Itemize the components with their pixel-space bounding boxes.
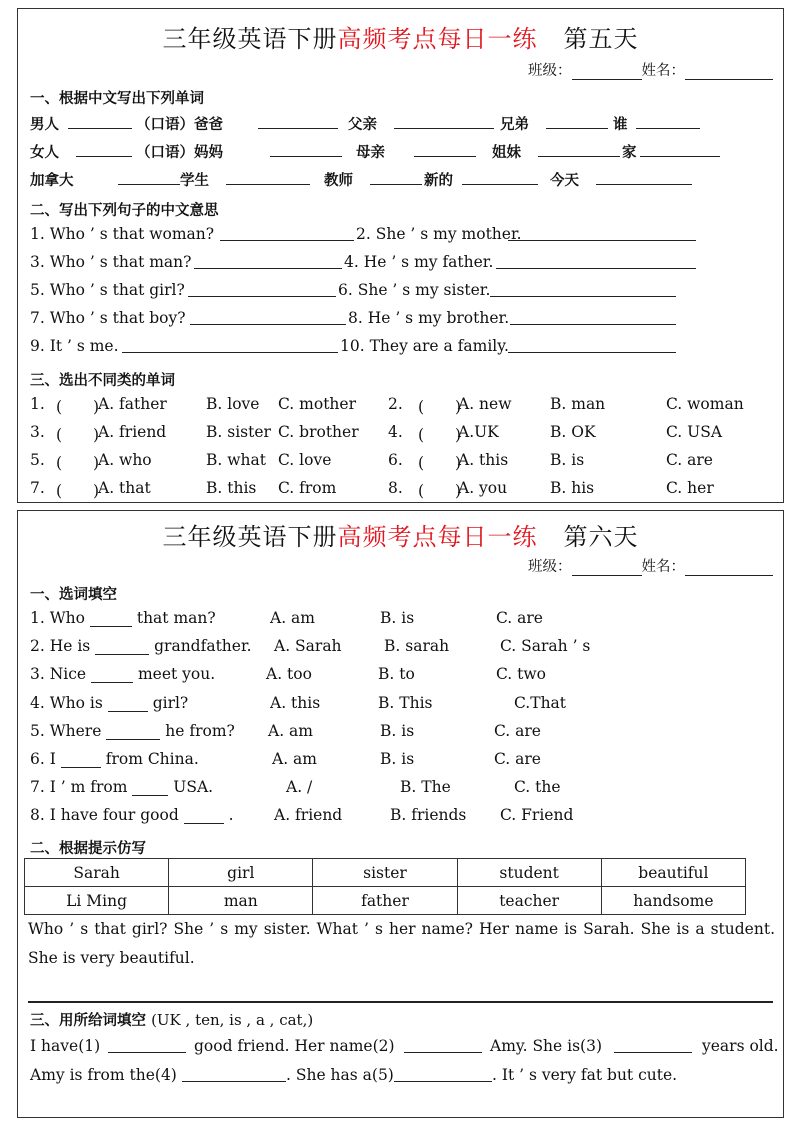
stem-end: that man?: [136, 609, 216, 627]
fill-row: [30, 1066, 777, 1092]
fill-text: good friend. Her name(2): [194, 1037, 395, 1055]
word-row: [30, 113, 777, 139]
answer-blank[interactable]: [394, 1066, 492, 1082]
answer-blank[interactable]: [118, 169, 180, 185]
option-c: C. her: [666, 479, 714, 497]
stem-start: 8. I have four good: [30, 806, 179, 825]
student-info: [528, 555, 773, 576]
title-day: 第六天: [563, 523, 639, 551]
sentence: 9. It ’ s me.: [30, 337, 119, 355]
question-number: 3.: [30, 423, 45, 441]
table-cell: teacher: [457, 887, 601, 915]
option-c[interactable]: C. are: [496, 609, 543, 627]
question-stem: [30, 750, 199, 768]
question-number: 5.: [30, 451, 45, 469]
stem-start: 6. I: [30, 750, 56, 768]
sentence: 4. He ’ s my father.: [344, 253, 494, 271]
option-c: C. love: [278, 451, 332, 469]
question-stem: [30, 722, 235, 740]
stem-end: USA.: [173, 778, 214, 797]
sentence: 7. Who ’ s that boy?: [30, 309, 186, 327]
answer-blank[interactable]: [108, 1037, 186, 1053]
answer-parentheses[interactable]: ( ): [56, 482, 100, 500]
table-row: [25, 887, 746, 915]
answer-blank[interactable]: [68, 113, 132, 129]
answer-blank[interactable]: [496, 253, 696, 269]
choice-row: [30, 665, 777, 691]
option-c: C. are: [666, 451, 713, 469]
section-title: [30, 1009, 313, 1030]
answer-blank[interactable]: [108, 696, 148, 712]
student-info: [528, 59, 773, 80]
option-a: A. this: [458, 451, 509, 469]
answer-parentheses[interactable]: ( ): [56, 454, 100, 472]
answer-blank[interactable]: [394, 113, 494, 129]
option-c[interactable]: C. are: [494, 750, 541, 768]
answer-blank[interactable]: [414, 141, 476, 157]
option-c: C. mother: [278, 395, 356, 413]
stem-end: grandfather.: [154, 637, 252, 656]
stem-start: 5. Where: [30, 721, 102, 740]
word-prompt: 加拿大: [30, 173, 74, 189]
sentence-row: [30, 281, 777, 307]
answer-blank[interactable]: [508, 225, 696, 241]
choice-row: [30, 609, 777, 635]
option-b[interactable]: B. sarah: [384, 637, 450, 656]
sentence: 10. They are a family.: [340, 337, 509, 355]
question-stem: [30, 637, 252, 655]
answer-blank[interactable]: [132, 780, 168, 796]
sentence: 2. She ’ s my mother.: [356, 225, 522, 243]
question-number: 2.: [388, 395, 403, 413]
answer-blank[interactable]: [462, 169, 538, 185]
title-highlight: 高频考点每日一练: [337, 25, 538, 53]
table-cell: girl: [169, 859, 313, 887]
option-c[interactable]: C. are: [494, 721, 541, 740]
fill-text: . It ’ s very fat but cute.: [492, 1066, 678, 1084]
answer-blank[interactable]: [188, 281, 336, 297]
option-b: B. love: [206, 395, 260, 413]
answer-blank[interactable]: [226, 169, 310, 185]
option-b[interactable]: B. is: [380, 721, 415, 740]
section-title: 一、选词填空: [30, 587, 117, 603]
answer-blank[interactable]: [91, 667, 133, 683]
answer-blank[interactable]: [508, 337, 676, 353]
answer-blank[interactable]: [404, 1037, 482, 1053]
option-b: B. what: [206, 451, 266, 469]
table-cell: Sarah: [25, 859, 169, 887]
fill-text: Amy. She is(3): [490, 1037, 603, 1055]
sentence: 5. Who ’ s that girl?: [30, 281, 185, 299]
option-a[interactable]: A. too: [266, 665, 312, 684]
word-prompt: 姐妹: [492, 145, 521, 161]
question-stem: [30, 806, 234, 824]
title-highlight: 高频考点每日一练: [337, 523, 538, 551]
sentence-row: [30, 225, 777, 251]
title-day: 第五天: [563, 25, 639, 53]
answer-blank[interactable]: [270, 141, 342, 157]
answer-blank[interactable]: [510, 309, 676, 325]
word-prompt: （口语）妈妈: [136, 145, 223, 161]
stem-end: from China.: [105, 750, 199, 768]
section-title: 一、根据中文写出下列单词: [30, 91, 204, 107]
answer-blank[interactable]: [636, 113, 700, 129]
answer-blank[interactable]: [490, 281, 676, 297]
option-a: A. father: [98, 395, 167, 413]
name-label: 姓名：: [641, 559, 685, 575]
answer-blank[interactable]: [194, 253, 342, 269]
example-paragraph: Who ’ s that girl? She ’ s my sister. What ’ s her name? Her name is Sarah. She is a student. She is very beautiful.: [28, 920, 775, 967]
word-prompt: 新的: [424, 173, 453, 189]
class-label: 班级：: [528, 63, 572, 79]
answer-parentheses[interactable]: ( ): [418, 454, 462, 472]
answer-parentheses[interactable]: ( ): [418, 426, 462, 444]
question-stem: [30, 694, 188, 712]
question-stem: [30, 665, 215, 683]
answer-blank[interactable]: [614, 1037, 692, 1053]
question-stem: [30, 609, 216, 627]
odd-row: [30, 479, 777, 505]
hint-table: [24, 858, 746, 915]
section-title: 二、根据提示仿写: [30, 841, 146, 857]
class-blank[interactable]: [572, 64, 642, 80]
answer-parentheses[interactable]: ( ): [418, 398, 462, 416]
option-b: B. his: [550, 479, 595, 497]
choice-row: [30, 722, 777, 748]
word-prompt: 女人: [30, 145, 59, 161]
answer-blank[interactable]: [546, 113, 608, 129]
sentence-row: [30, 253, 777, 279]
answer-blank[interactable]: [220, 225, 354, 241]
option-c[interactable]: C. Sarah ’ s: [500, 637, 591, 656]
option-a: A.UK: [458, 423, 499, 441]
option-b[interactable]: B. friends: [390, 806, 467, 825]
option-c[interactable]: C. the: [514, 778, 561, 797]
option-a: A. you: [458, 479, 508, 497]
option-a[interactable]: A. this: [270, 693, 321, 712]
writing-line[interactable]: [28, 1001, 773, 1003]
sentence: 8. He ’ s my brother.: [348, 309, 510, 327]
option-c: C. from: [278, 479, 337, 497]
answer-blank[interactable]: [76, 141, 132, 157]
answer-blank[interactable]: [258, 113, 338, 129]
stem-end: he from?: [165, 721, 235, 740]
option-c[interactable]: C.That: [514, 693, 567, 712]
worksheet-title: [18, 19, 783, 54]
class-label: 班级：: [528, 559, 572, 575]
table-cell: father: [313, 887, 457, 915]
stem-start: 2. He is: [30, 637, 91, 656]
option-a: A. who: [98, 451, 152, 469]
answer-blank[interactable]: [90, 611, 132, 627]
choice-row: [30, 806, 777, 832]
option-b[interactable]: B. The: [400, 778, 451, 797]
worksheet-title: [18, 517, 783, 552]
section-title: 三、选出不同类的单词: [30, 373, 175, 389]
odd-row: [30, 423, 777, 449]
option-b[interactable]: B. to: [378, 665, 415, 684]
question-number: 1.: [30, 395, 45, 413]
option-c: C. brother: [278, 423, 359, 441]
fill-text: I have(1): [30, 1037, 101, 1055]
answer-blank[interactable]: [61, 752, 101, 768]
option-b: B. sister: [206, 423, 271, 441]
table-cell: man: [169, 887, 313, 915]
word-prompt: 男人: [30, 117, 59, 133]
option-a[interactable]: A. am: [268, 721, 313, 740]
title-grade: 三年级英语下册: [162, 25, 338, 53]
title-grade: 三年级英语下册: [162, 523, 338, 551]
word-prompt: 兄弟: [500, 117, 529, 133]
answer-blank[interactable]: [190, 309, 346, 325]
answer-blank[interactable]: [640, 141, 720, 157]
option-b[interactable]: B. This: [378, 693, 433, 712]
word-bank: (UK , ten, is , a , cat,): [151, 1011, 314, 1029]
choice-row: [30, 694, 777, 720]
stem-start: 7. I ’ m from: [30, 778, 128, 797]
question-number: 4.: [388, 423, 403, 441]
option-a[interactable]: A. Sarah: [274, 637, 342, 656]
option-a[interactable]: A. am: [272, 750, 317, 768]
word-prompt: （口语）爸爸: [136, 117, 223, 133]
option-c[interactable]: C. two: [496, 665, 546, 684]
word-prompt: 父亲: [348, 117, 377, 133]
option-b: B. this: [206, 479, 257, 497]
option-a: A. friend: [98, 423, 167, 441]
odd-row: [30, 395, 777, 421]
fill-text: Amy is from the(4): [30, 1066, 177, 1084]
answer-parentheses[interactable]: ( ): [56, 426, 100, 444]
table-cell: beautiful: [601, 859, 745, 887]
fill-text: years old.: [702, 1037, 779, 1055]
worksheet-day6: [17, 510, 784, 1118]
answer-blank[interactable]: [106, 724, 160, 740]
option-c: C. woman: [666, 395, 744, 413]
answer-blank[interactable]: [122, 337, 338, 353]
choice-row: [30, 750, 777, 776]
section-title: 二、写出下列句子的中文意思: [30, 203, 219, 219]
word-prompt: 谁: [613, 117, 628, 133]
option-c: C. USA: [666, 423, 723, 441]
answer-blank[interactable]: [184, 808, 224, 824]
option-b: B. OK: [550, 423, 596, 441]
table-cell: Li Ming: [25, 887, 169, 915]
answer-parentheses[interactable]: ( ): [418, 482, 462, 500]
answer-blank[interactable]: [596, 169, 692, 185]
word-prompt: 教师: [324, 173, 353, 189]
fill-row: [30, 1037, 777, 1063]
table-cell: handsome: [601, 887, 745, 915]
stem-end: meet you.: [137, 665, 216, 684]
question-number: 8.: [388, 479, 403, 497]
table-row: [25, 859, 746, 887]
word-row: [30, 169, 777, 195]
option-a: A. new: [458, 395, 512, 413]
answer-parentheses[interactable]: ( ): [56, 398, 100, 416]
odd-row: [30, 451, 777, 477]
fill-text: . She has a(5): [286, 1066, 394, 1084]
option-b: B. is: [550, 451, 585, 469]
sentence: 1. Who ’ s that woman?: [30, 225, 215, 243]
word-prompt: 母亲: [356, 145, 385, 161]
question-number: 7.: [30, 479, 45, 497]
stem-end: .: [228, 806, 234, 825]
option-c[interactable]: C. Friend: [500, 806, 574, 825]
worksheet-day5: [17, 8, 784, 503]
stem-start: 4. Who is: [30, 693, 103, 712]
section-title-text: 三、用所给词填空: [30, 1013, 146, 1029]
sentence-row: [30, 337, 777, 363]
name-label: 姓名：: [641, 63, 685, 79]
option-a[interactable]: A. friend: [274, 806, 343, 825]
option-b[interactable]: B. is: [380, 609, 415, 627]
stem-end: girl?: [152, 693, 189, 712]
stem-start: 3. Nice: [30, 665, 87, 684]
answer-blank[interactable]: [182, 1066, 286, 1082]
answer-blank[interactable]: [538, 141, 620, 157]
answer-blank[interactable]: [370, 169, 422, 185]
class-blank[interactable]: [572, 560, 642, 576]
answer-blank[interactable]: [95, 639, 149, 655]
choice-row: [30, 778, 777, 804]
sentence-row: [30, 309, 777, 335]
sentence: 3. Who ’ s that man?: [30, 253, 192, 271]
table-cell: sister: [313, 859, 457, 887]
name-blank[interactable]: [685, 560, 773, 576]
sentence: 6. She ’ s my sister.: [338, 281, 491, 299]
stem-start: 1. Who: [30, 609, 85, 627]
option-a: A. that: [98, 479, 151, 497]
option-a[interactable]: A. am: [270, 609, 315, 627]
option-b[interactable]: B. is: [380, 750, 415, 768]
option-a[interactable]: A. /: [286, 778, 313, 797]
choice-row: [30, 637, 777, 663]
option-b: B. man: [550, 395, 606, 413]
table-cell: student: [457, 859, 601, 887]
word-prompt: 今天: [550, 173, 579, 189]
question-number: 6.: [388, 451, 403, 469]
word-row: [30, 141, 777, 167]
word-prompt: 学生: [180, 173, 209, 189]
name-blank[interactable]: [685, 64, 773, 80]
question-stem: [30, 778, 213, 796]
word-prompt: 家: [622, 145, 637, 161]
